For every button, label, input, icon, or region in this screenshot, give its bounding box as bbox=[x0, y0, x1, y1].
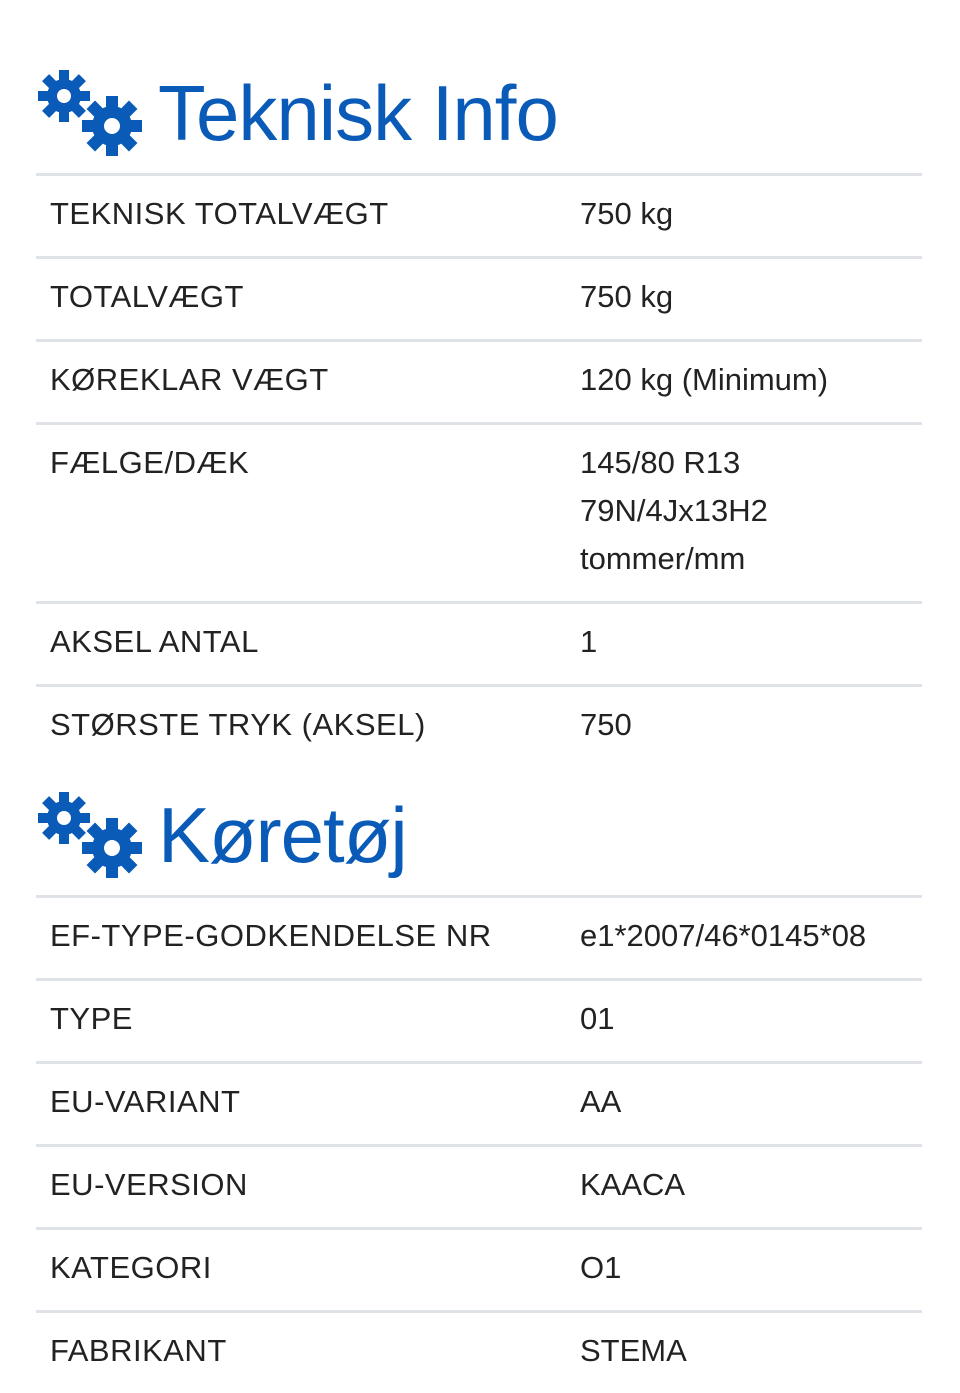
row-value: 750 kg bbox=[580, 258, 922, 341]
row-value: KAACA bbox=[580, 1146, 922, 1229]
row-label: FABRIKANT bbox=[36, 1312, 580, 1393]
section-koeretoej bbox=[36, 790, 922, 890]
section-title: Teknisk Info bbox=[158, 68, 558, 158]
info-table bbox=[36, 895, 922, 1393]
table-row bbox=[36, 686, 922, 768]
table-row bbox=[36, 980, 922, 1063]
row-value: 750 bbox=[580, 686, 922, 768]
row-label: TYPE bbox=[36, 980, 580, 1063]
row-value: 120 kg (Minimum) bbox=[580, 341, 922, 424]
table-row bbox=[36, 603, 922, 686]
table-row bbox=[36, 424, 922, 603]
gears-icon bbox=[36, 790, 146, 880]
table-row bbox=[36, 1229, 922, 1312]
section-header bbox=[36, 790, 922, 890]
row-value: 1 bbox=[580, 603, 922, 686]
row-value: 01 bbox=[580, 980, 922, 1063]
row-value: e1*2007/46*0145*08 bbox=[580, 897, 922, 980]
row-label: FÆLGE/DÆK bbox=[36, 424, 580, 603]
table-row bbox=[36, 341, 922, 424]
row-label: STØRSTE TRYK (AKSEL) bbox=[36, 686, 580, 768]
table-row bbox=[36, 1063, 922, 1146]
table-row bbox=[36, 258, 922, 341]
table-row bbox=[36, 1146, 922, 1229]
row-label: EU-VERSION bbox=[36, 1146, 580, 1229]
row-value: 145/80 R13 79N/4Jx13H2 tommer/mm bbox=[580, 424, 922, 603]
row-value: O1 bbox=[580, 1229, 922, 1312]
table-row bbox=[36, 175, 922, 258]
row-value: STEMA bbox=[580, 1312, 922, 1393]
section-header bbox=[36, 68, 922, 168]
section-title: Køretøj bbox=[158, 790, 407, 880]
row-label: KØREKLAR VÆGT bbox=[36, 341, 580, 424]
row-label: KATEGORI bbox=[36, 1229, 580, 1312]
gears-icon bbox=[36, 68, 146, 158]
table-row bbox=[36, 1312, 922, 1393]
row-label: TEKNISK TOTALVÆGT bbox=[36, 175, 580, 258]
table-row bbox=[36, 897, 922, 980]
row-value: AA bbox=[580, 1063, 922, 1146]
section-teknisk-info bbox=[36, 68, 922, 168]
row-label: AKSEL ANTAL bbox=[36, 603, 580, 686]
row-label: TOTALVÆGT bbox=[36, 258, 580, 341]
row-label: EU-VARIANT bbox=[36, 1063, 580, 1146]
row-value: 750 kg bbox=[580, 175, 922, 258]
info-table bbox=[36, 173, 922, 767]
row-label: EF-TYPE-GODKENDELSE NR bbox=[36, 897, 580, 980]
